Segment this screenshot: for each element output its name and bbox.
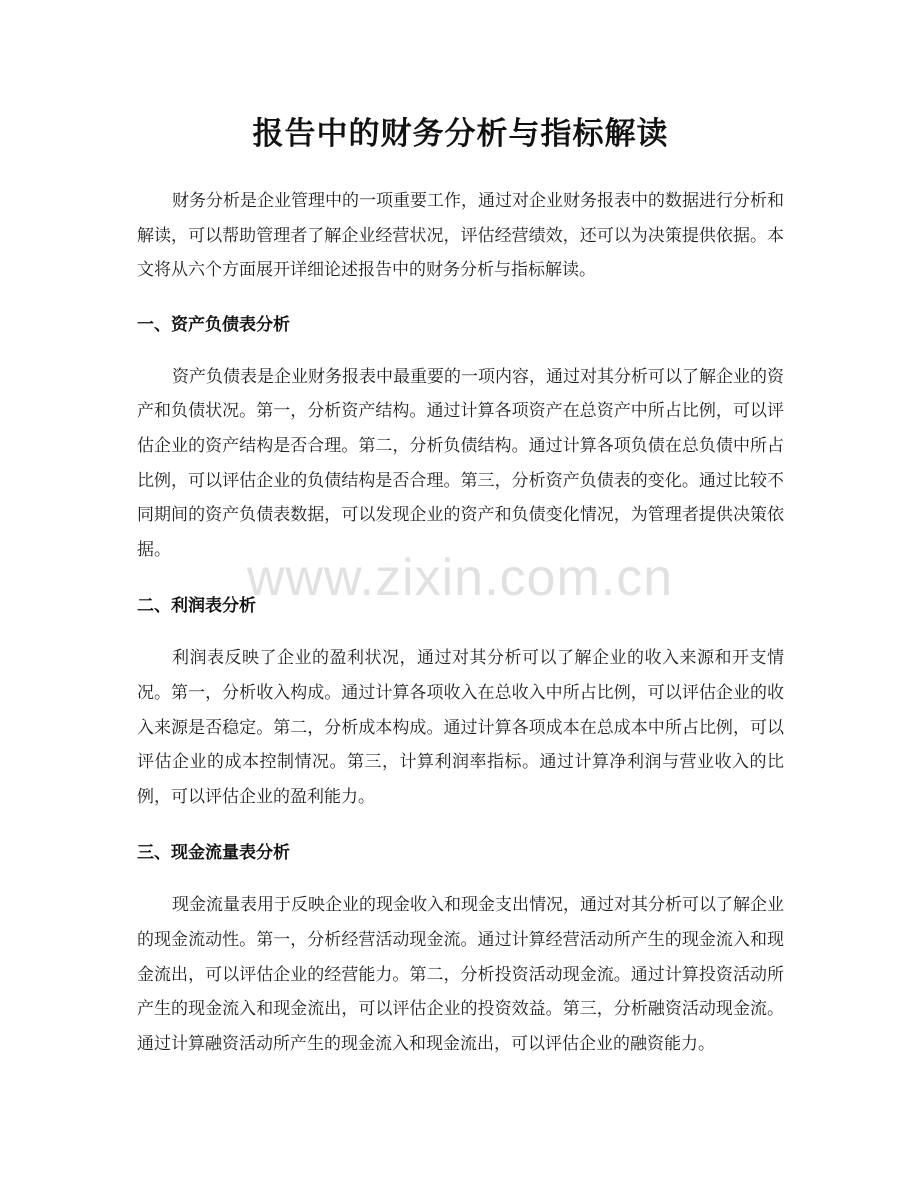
document-title: 报告中的财务分析与指标解读 [252, 116, 669, 152]
watermark-text: www.zixin.com.cn [246, 549, 674, 607]
section-body-income-statement: 利润表反映了企业的盈利状况，通过对其分析可以了解企业的收入来源和开支情况。第一，分析收入构成。通过计算各项收入在总收入中所占比例，可以评估企业的收入来源是否稳定。第二，分析成本构成。通过计算各项成本在总成本中所占比例，可以评估企业的成本控制情况。第三，计算利润率指标。通过计算净利润与营业收入的比例，可以评估企业的盈利能力。 [137, 648, 784, 807]
section-heading-cash-flow: 三、现金流量表分析 [137, 843, 290, 864]
intro-paragraph: 财务分析是企业管理中的一项重要工作，通过对企业财务报表中的数据进行分析和解读，可以帮助管理者了解企业经营状况，评估经营绩效，还可以为决策提供依据。本文将从六个方面展开详细论述报告中的财务分析与指标解读。 [137, 191, 784, 281]
section-body-cash-flow: 现金流量表用于反映企业的现金收入和现金支出情况，通过对其分析可以了解企业的现金流动性。第一，分析经营活动现金流。通过计算经营活动所产生的现金流入和现金流出，可以评估企业的经营能力。第二，分析投资活动现金流。通过计算投资活动所产生的现金流入和现金流出，可以评估企业的投资效益。第三，分析融资活动现金流。通过计算融资活动所产生的现金流入和现金流出，可以评估企业的融资能力。 [137, 895, 784, 1054]
section-body-balance-sheet: 资产负债表是企业财务报表中最重要的一项内容，通过对其分析可以了解企业的资产和负债状况。第一，分析资产结构。通过计算各项资产在总资产中所占比例，可以评估企业的资产结构是否合理。第二，分析负债结构。通过计算各项负债在总负债中所占比例，可以评估企业的负债结构是否合理。第三，分析资产负债表的变化。通过比较不同期间的资产负债表数据，可以发现企业的资产和负债变化情况，为管理者提供决策依据。 [137, 366, 784, 560]
section-heading-income-statement: 二、利润表分析 [137, 596, 256, 617]
section-heading-balance-sheet: 一、资产负债表分析 [137, 314, 290, 335]
